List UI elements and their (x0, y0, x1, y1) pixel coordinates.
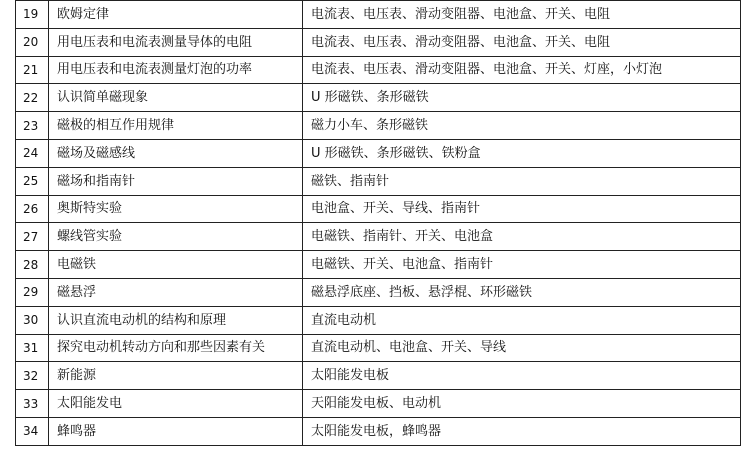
equipment-list: 直流电动机 (303, 306, 741, 334)
table-row (16, 251, 741, 279)
experiment-name: 用电压表和电流表测量导体的电阻 (49, 28, 303, 56)
equipment-list: U 形磁铁、条形磁铁 (303, 84, 741, 112)
row-number: 27 (16, 223, 49, 251)
table-row (16, 112, 741, 140)
equipment-list: 磁力小车、条形磁铁 (303, 112, 741, 140)
equipment-list: U 形磁铁、条形磁铁、铁粉盒 (303, 139, 741, 167)
table-row (16, 56, 741, 84)
experiment-name: 认识直流电动机的结构和原理 (49, 306, 303, 334)
equipment-list: 磁铁、指南针 (303, 167, 741, 195)
experiment-name: 电磁铁 (49, 251, 303, 279)
table-row (16, 167, 741, 195)
experiment-name: 磁场及磁感线 (49, 139, 303, 167)
experiment-name: 欧姆定律 (49, 1, 303, 29)
table-row (16, 417, 741, 445)
row-number: 32 (16, 362, 49, 390)
equipment-list: 天阳能发电板、电动机 (303, 390, 741, 418)
row-number: 20 (16, 28, 49, 56)
experiment-name: 磁悬浮 (49, 278, 303, 306)
row-number: 26 (16, 195, 49, 223)
experiment-name: 新能源 (49, 362, 303, 390)
experiment-name: 磁场和指南针 (49, 167, 303, 195)
experiment-table-container (15, 0, 741, 446)
table-row (16, 334, 741, 362)
equipment-list: 直流电动机、电池盒、开关、导线 (303, 334, 741, 362)
table-row (16, 84, 741, 112)
row-number: 21 (16, 56, 49, 84)
table-row (16, 223, 741, 251)
row-number: 33 (16, 390, 49, 418)
table-row (16, 278, 741, 306)
equipment-list: 电磁铁、开关、电池盒、指南针 (303, 251, 741, 279)
equipment-list: 磁悬浮底座、挡板、悬浮棍、环形磁铁 (303, 278, 741, 306)
equipment-list: 电流表、电压表、滑动变阻器、电池盒、开关、电阻 (303, 1, 741, 29)
equipment-list: 太阳能发电板 (303, 362, 741, 390)
row-number: 34 (16, 417, 49, 445)
row-number: 29 (16, 278, 49, 306)
experiment-name: 太阳能发电 (49, 390, 303, 418)
equipment-list: 电磁铁、指南针、开关、电池盒 (303, 223, 741, 251)
experiment-equipment-table (15, 0, 741, 446)
row-number: 25 (16, 167, 49, 195)
row-number: 30 (16, 306, 49, 334)
row-number: 24 (16, 139, 49, 167)
experiment-name: 磁极的相互作用规律 (49, 112, 303, 140)
table-row (16, 390, 741, 418)
table-row (16, 139, 741, 167)
row-number: 19 (16, 1, 49, 29)
table-row (16, 28, 741, 56)
table-row (16, 362, 741, 390)
equipment-list: 电流表、电压表、滑动变阻器、电池盒、开关、电阻 (303, 28, 741, 56)
experiment-name: 奥斯特实验 (49, 195, 303, 223)
experiment-name: 螺线管实验 (49, 223, 303, 251)
equipment-list: 电池盒、开关、导线、指南针 (303, 195, 741, 223)
equipment-list: 电流表、电压表、滑动变阻器、电池盒、开关、灯座，小灯泡 (303, 56, 741, 84)
experiment-name: 探究电动机转动方向和那些因素有关 (49, 334, 303, 362)
table-row (16, 195, 741, 223)
row-number: 31 (16, 334, 49, 362)
row-number: 22 (16, 84, 49, 112)
row-number: 28 (16, 251, 49, 279)
experiment-name: 认识简单磁现象 (49, 84, 303, 112)
experiment-name: 蜂鸣器 (49, 417, 303, 445)
table-row (16, 1, 741, 29)
table-row (16, 306, 741, 334)
row-number: 23 (16, 112, 49, 140)
experiment-name: 用电压表和电流表测量灯泡的功率 (49, 56, 303, 84)
equipment-list: 太阳能发电板，蜂鸣器 (303, 417, 741, 445)
